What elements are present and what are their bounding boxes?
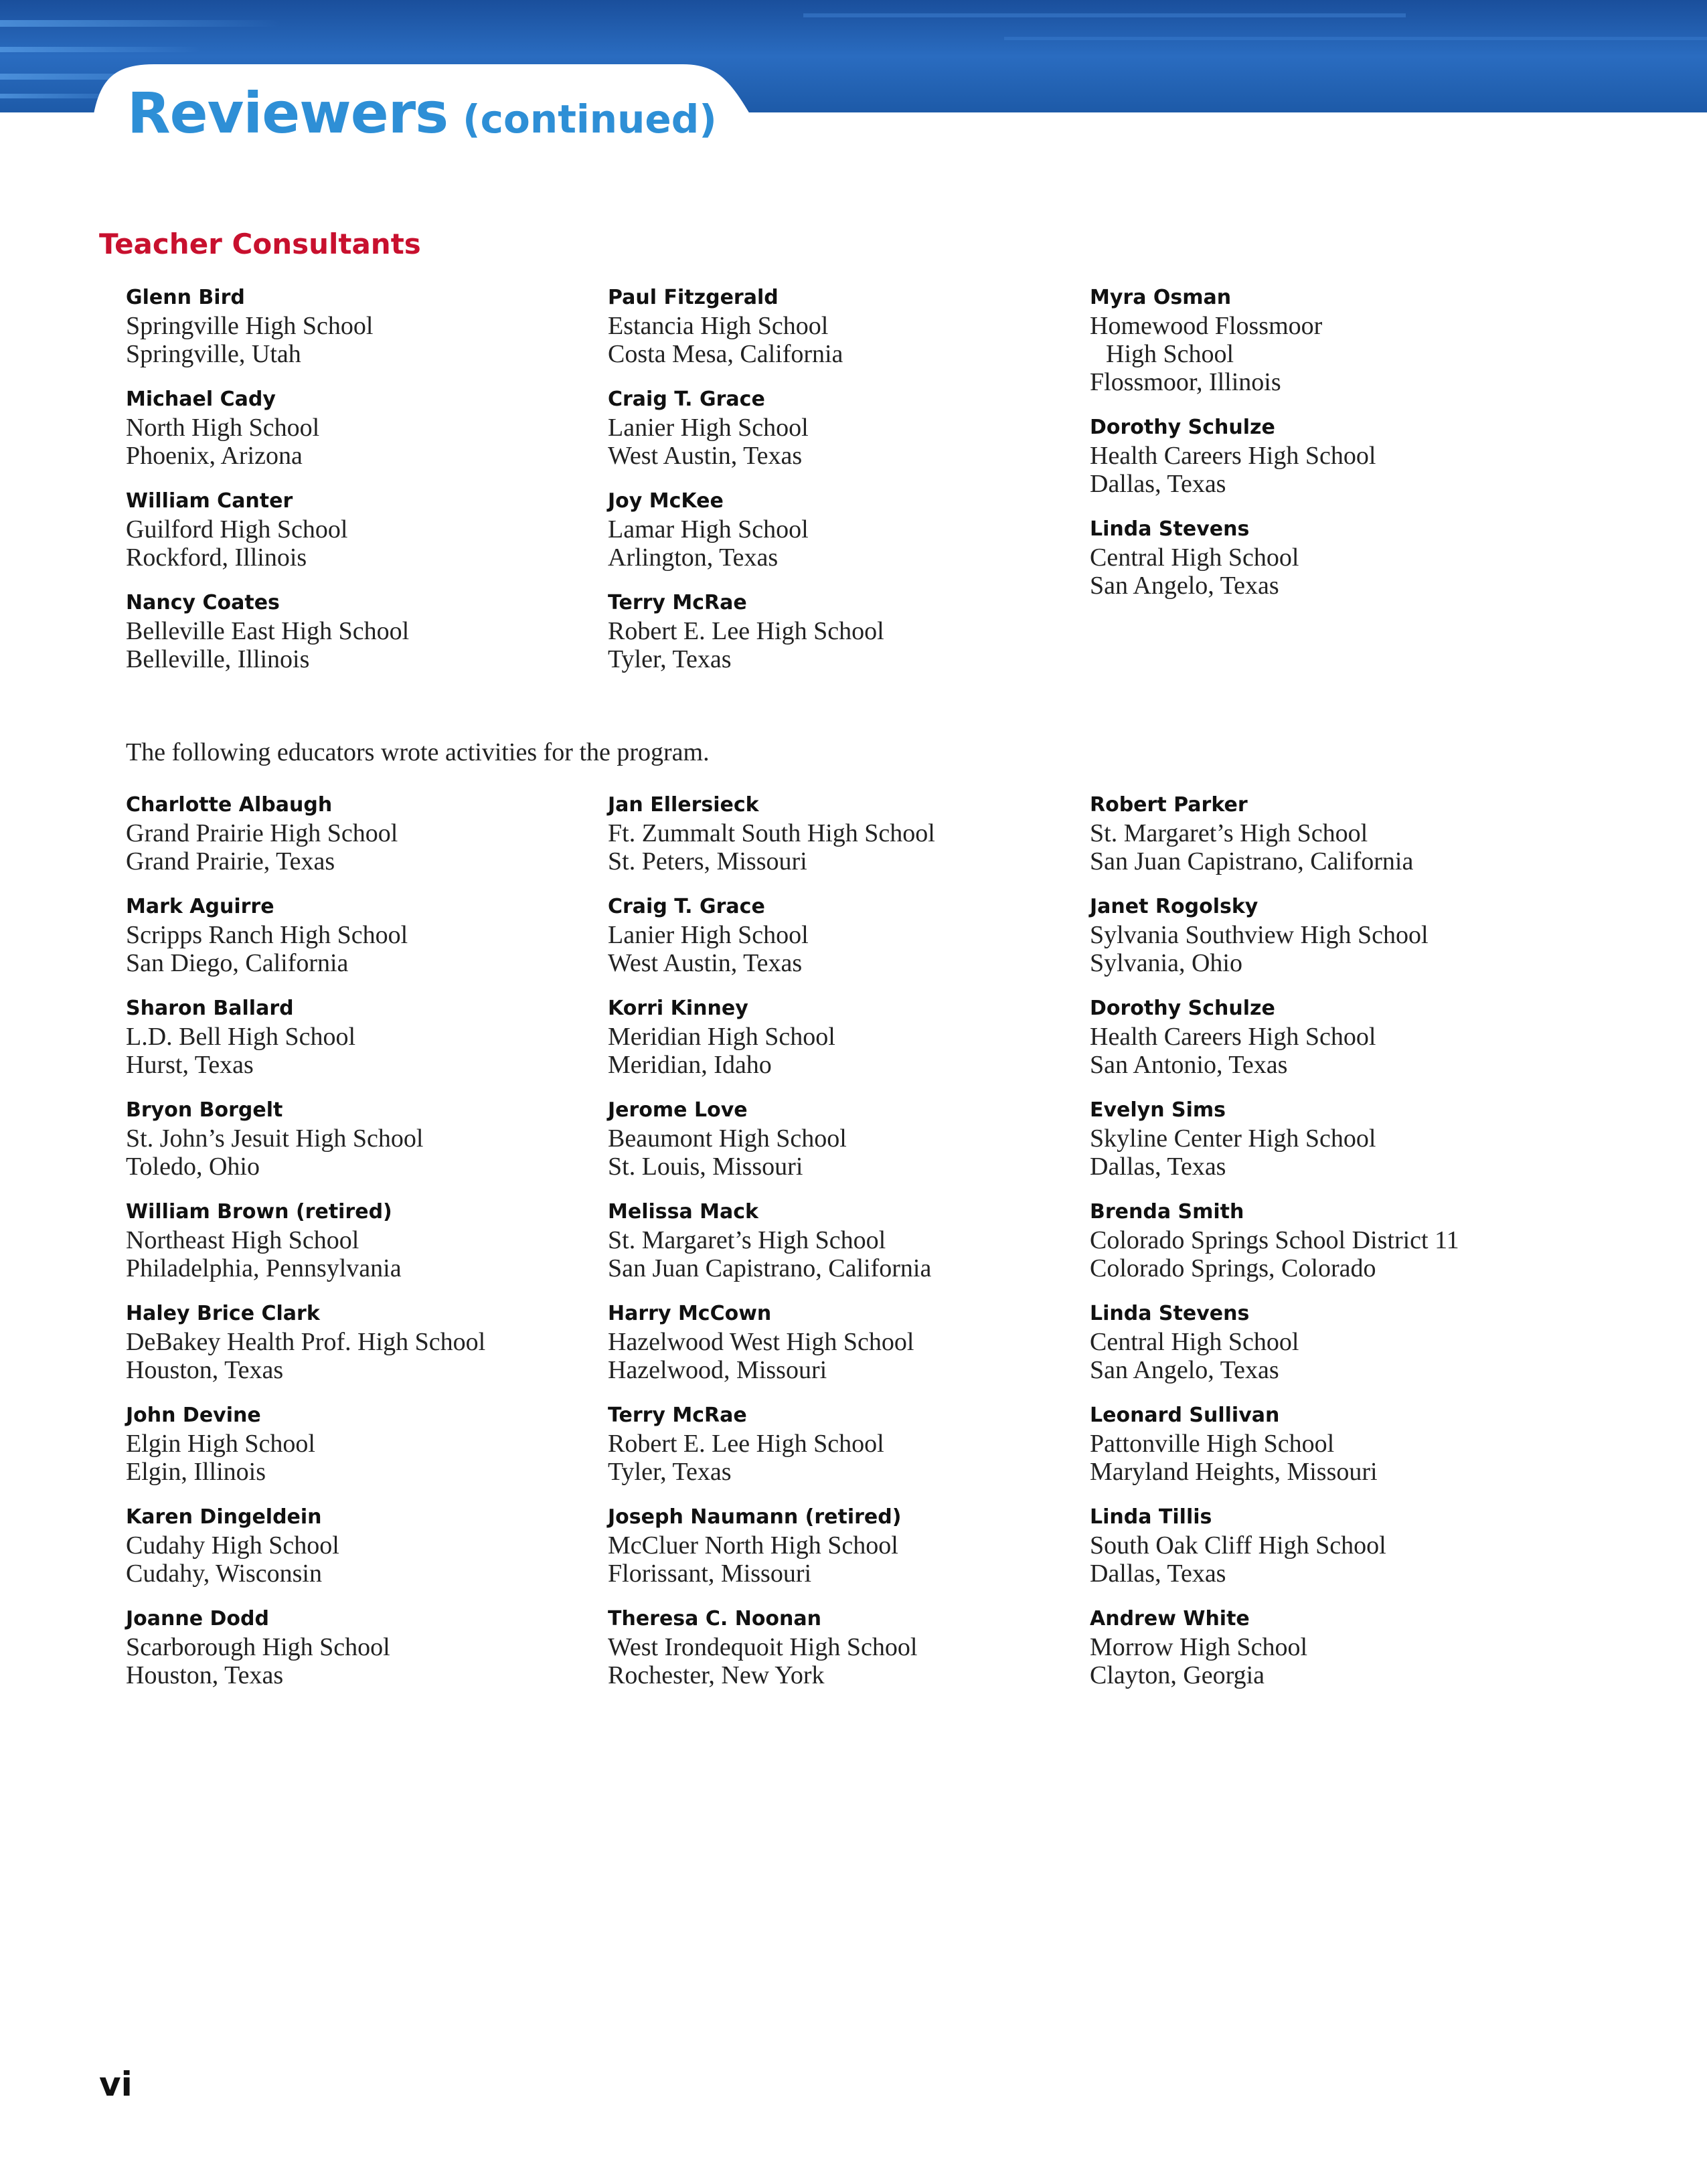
writer-name: Korri Kinney — [608, 997, 748, 1020]
writer-location: San Juan Capistrano, California — [608, 1254, 932, 1282]
writer-location: Rochester, New York — [608, 1661, 825, 1689]
writer-location: Colorado Springs, Colorado — [1090, 1254, 1376, 1282]
reviewer-entry — [608, 589, 1076, 673]
writer-name: Andrew White — [1090, 1607, 1250, 1630]
writer-school: Sylvania Southview High School — [1090, 921, 1429, 949]
writer-entry — [608, 893, 1076, 977]
reviewer-name: Craig T. Grace — [608, 388, 765, 411]
writer-entry — [1090, 1605, 1558, 1689]
writer-location: Dallas, Texas — [1090, 1153, 1226, 1181]
writer-name: Robert Parker — [1090, 793, 1248, 817]
reviewer-school: North High School — [126, 414, 320, 442]
reviewer-entry — [126, 386, 594, 470]
writer-school: Beaumont High School — [608, 1124, 847, 1153]
writer-name: Mark Aguirre — [126, 895, 274, 918]
writer-school: Cudahy High School — [126, 1531, 339, 1560]
reviewer-name: Glenn Bird — [126, 286, 245, 309]
writer-name: Joseph Naumann (retired) — [608, 1505, 902, 1529]
writer-school: Ft. Zummalt South High School — [608, 819, 935, 847]
reviewer-entry — [608, 284, 1076, 368]
writer-location: Meridian, Idaho — [608, 1051, 772, 1079]
writer-entry — [126, 1300, 594, 1384]
writer-entry — [126, 893, 594, 977]
reviewer-school-cont: High School — [1106, 340, 1234, 368]
writer-location: Clayton, Georgia — [1090, 1661, 1265, 1689]
writer-name: Jerome Love — [608, 1098, 748, 1122]
writer-school: Health Careers High School — [1090, 1023, 1376, 1051]
writer-location: San Juan Capistrano, California — [1090, 847, 1414, 875]
writer-name: Karen Dingeldein — [126, 1505, 322, 1529]
reviewer-location: Rockford, Illinois — [126, 543, 307, 572]
reviewer-entry — [126, 589, 594, 673]
writer-school: St. Margaret’s High School — [1090, 819, 1368, 847]
writer-school: McCluer North High School — [608, 1531, 898, 1560]
consultants-column-2 — [608, 284, 1076, 691]
writer-school: Elgin High School — [126, 1430, 315, 1458]
reviewer-name: Myra Osman — [1090, 286, 1232, 309]
consultants-column-1 — [126, 284, 594, 691]
writer-location: Florissant, Missouri — [608, 1560, 812, 1588]
writer-entry — [1090, 1096, 1558, 1181]
writer-name: Janet Rogolsky — [1090, 895, 1258, 918]
reviewer-school: Health Careers High School — [1090, 442, 1376, 470]
writer-location: Hurst, Texas — [126, 1051, 254, 1079]
writer-location: West Austin, Texas — [608, 949, 803, 977]
writer-name: William Brown (retired) — [126, 1200, 392, 1224]
writer-entry — [608, 995, 1076, 1079]
reviewer-entry — [608, 487, 1076, 572]
reviewer-location: Costa Mesa, California — [608, 340, 843, 368]
reviewer-name: Linda Stevens — [1090, 517, 1250, 541]
reviewer-school: Estancia High School — [608, 312, 829, 340]
reviewer-location: Flossmoor, Illinois — [1090, 368, 1281, 396]
writer-school: DeBakey Health Prof. High School — [126, 1328, 486, 1356]
writer-school: St. Margaret’s High School — [608, 1226, 886, 1254]
reviewer-location: Springville, Utah — [126, 340, 301, 368]
writer-location: Hazelwood, Missouri — [608, 1356, 827, 1384]
page-number: vi — [99, 2065, 133, 2104]
title-main: Reviewers — [127, 80, 449, 146]
writer-entry — [1090, 1503, 1558, 1588]
writer-entry — [126, 1605, 594, 1689]
writer-name: Craig T. Grace — [608, 895, 765, 918]
writer-name: Charlotte Albaugh — [126, 793, 333, 817]
writers-column-3 — [1090, 791, 1558, 1707]
writer-school: Hazelwood West High School — [608, 1328, 914, 1356]
writer-school: Morrow High School — [1090, 1633, 1308, 1661]
writer-entry — [126, 791, 594, 875]
reviewer-name: Paul Fitzgerald — [608, 286, 779, 309]
reviewer-name: Terry McRae — [608, 591, 747, 614]
writers-column-2 — [608, 791, 1076, 1707]
writer-location: Dallas, Texas — [1090, 1560, 1226, 1588]
writer-location: Philadelphia, Pennsylvania — [126, 1254, 402, 1282]
writer-entry — [1090, 791, 1558, 875]
writer-school: Meridian High School — [608, 1023, 835, 1051]
writer-school: Pattonville High School — [1090, 1430, 1335, 1458]
writer-entry — [126, 1402, 594, 1486]
writer-entry — [1090, 1402, 1558, 1486]
writer-location: Grand Prairie, Texas — [126, 847, 335, 875]
writer-school: Scarborough High School — [126, 1633, 390, 1661]
writers-column-1 — [126, 791, 594, 1707]
writer-school: Scripps Ranch High School — [126, 921, 408, 949]
writer-location: Tyler, Texas — [608, 1458, 732, 1486]
writer-name: Linda Stevens — [1090, 1302, 1250, 1325]
writer-entry — [126, 995, 594, 1079]
reviewer-name: Joy McKee — [608, 489, 724, 513]
writer-entry — [1090, 1300, 1558, 1384]
reviewer-name: Nancy Coates — [126, 591, 280, 614]
writer-entry — [126, 1503, 594, 1588]
writer-location: San Antonio, Texas — [1090, 1051, 1288, 1079]
reviewer-name: Michael Cady — [126, 388, 276, 411]
writer-school: Colorado Springs School District 11 — [1090, 1226, 1459, 1254]
writer-school: West Irondequoit High School — [608, 1633, 918, 1661]
reviewer-entry — [1090, 414, 1558, 498]
writer-entry — [1090, 893, 1558, 977]
writer-name: Joanne Dodd — [126, 1607, 269, 1630]
writer-entry — [608, 1198, 1076, 1282]
writer-location: Houston, Texas — [126, 1661, 284, 1689]
reviewer-name: Dorothy Schulze — [1090, 416, 1275, 439]
writer-location: Toledo, Ohio — [126, 1153, 260, 1181]
reviewer-entry — [126, 284, 594, 368]
writer-school: St. John’s Jesuit High School — [126, 1124, 424, 1153]
writer-location: Houston, Texas — [126, 1356, 284, 1384]
reviewer-entry — [1090, 284, 1558, 396]
section-heading-teacher-consultants: Teacher Consultants — [99, 228, 421, 260]
writer-name: Dorothy Schulze — [1090, 997, 1275, 1020]
reviewer-entry — [608, 386, 1076, 470]
writer-entry — [608, 1300, 1076, 1384]
writer-entry — [1090, 995, 1558, 1079]
reviewer-name: William Canter — [126, 489, 293, 513]
writer-name: Jan Ellersieck — [608, 793, 759, 817]
reviewer-location: Dallas, Texas — [1090, 470, 1226, 498]
writer-name: Harry McCown — [608, 1302, 772, 1325]
writer-location: Elgin, Illinois — [126, 1458, 266, 1486]
reviewer-location: San Angelo, Texas — [1090, 572, 1279, 600]
reviewer-location: Phoenix, Arizona — [126, 442, 303, 470]
writer-school: South Oak Cliff High School — [1090, 1531, 1386, 1560]
writer-location: St. Peters, Missouri — [608, 847, 807, 875]
writer-entry — [608, 791, 1076, 875]
consultants-column-3 — [1090, 284, 1558, 617]
writer-name: Melissa Mack — [608, 1200, 758, 1224]
writer-location: Sylvania, Ohio — [1090, 949, 1242, 977]
writer-entry — [126, 1198, 594, 1282]
writer-location: San Diego, California — [126, 949, 349, 977]
writer-school: L.D. Bell High School — [126, 1023, 356, 1051]
reviewer-location: Arlington, Texas — [608, 543, 779, 572]
reviewer-entry — [126, 487, 594, 572]
writer-name: Linda Tillis — [1090, 1505, 1212, 1529]
writer-entry — [608, 1605, 1076, 1689]
writer-school: Northeast High School — [126, 1226, 359, 1254]
reviewer-location: Belleville, Illinois — [126, 645, 310, 673]
writer-entry — [608, 1503, 1076, 1588]
reviewer-location: West Austin, Texas — [608, 442, 803, 470]
writer-location: Maryland Heights, Missouri — [1090, 1458, 1378, 1486]
writer-name: Leonard Sullivan — [1090, 1404, 1280, 1427]
reviewer-school: Robert E. Lee High School — [608, 617, 884, 645]
writer-entry — [126, 1096, 594, 1181]
writer-name: Theresa C. Noonan — [608, 1607, 821, 1630]
reviewer-school: Belleville East High School — [126, 617, 410, 645]
reviewer-school: Lanier High School — [608, 414, 809, 442]
writer-school: Lanier High School — [608, 921, 809, 949]
writer-name: Bryon Borgelt — [126, 1098, 283, 1122]
writer-name: Sharon Ballard — [126, 997, 294, 1020]
writer-school: Skyline Center High School — [1090, 1124, 1376, 1153]
writer-entry — [1090, 1198, 1558, 1282]
writer-school: Grand Prairie High School — [126, 819, 398, 847]
reviewer-entry — [1090, 515, 1558, 600]
writer-name: Terry McRae — [608, 1404, 747, 1427]
writer-location: San Angelo, Texas — [1090, 1356, 1279, 1384]
writer-location: Cudahy, Wisconsin — [126, 1560, 322, 1588]
title-continued: (continued) — [463, 96, 717, 142]
page-title — [127, 80, 717, 146]
reviewer-school: Central High School — [1090, 543, 1299, 572]
writer-name: Evelyn Sims — [1090, 1098, 1226, 1122]
reviewer-school: Springville High School — [126, 312, 374, 340]
reviewer-location: Tyler, Texas — [608, 645, 732, 673]
writer-entry — [608, 1096, 1076, 1181]
reviewer-school: Lamar High School — [608, 515, 809, 543]
writer-name: Haley Brice Clark — [126, 1302, 320, 1325]
writer-school: Central High School — [1090, 1328, 1299, 1356]
reviewer-school: Homewood Flossmoor — [1090, 312, 1323, 340]
writer-name: John Devine — [126, 1404, 261, 1427]
writer-location: St. Louis, Missouri — [608, 1153, 803, 1181]
writer-name: Brenda Smith — [1090, 1200, 1244, 1224]
reviewer-school: Guilford High School — [126, 515, 348, 543]
activity-writers-intro: The following educators wrote activities for the program. — [126, 738, 710, 766]
writer-school: Robert E. Lee High School — [608, 1430, 884, 1458]
writer-entry — [608, 1402, 1076, 1486]
